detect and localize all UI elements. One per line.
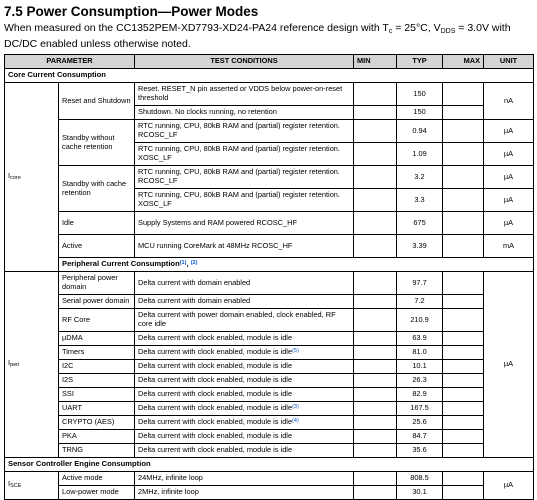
table-row <box>5 120 534 143</box>
max-cell <box>443 444 484 458</box>
cond-peripheral <box>135 272 354 295</box>
unit-reset: nA <box>484 83 534 120</box>
cond-sbc-xosc: RTC running, CPU, 80kB RAM and (partial) register retention. XOSC_LF <box>135 189 354 212</box>
min-cell <box>354 295 397 309</box>
cond-peripheral-text: Delta current with domain enabled <box>138 296 251 306</box>
typ-peripheral: 7.2 <box>397 295 443 309</box>
header-row <box>5 55 534 69</box>
typ-peripheral: 10.1 <box>397 360 443 374</box>
intro-text <box>4 22 533 51</box>
typ-peripheral: 82.9 <box>397 388 443 402</box>
section-row-sce <box>5 458 534 472</box>
cond-peripheral-text: Delta current with clock enabled, module is idle <box>138 333 293 343</box>
table-row <box>5 332 534 346</box>
max-cell <box>443 295 484 309</box>
cond-sbnc-rcosc: RTC running, CPU, 80kB RAM and (partial) register retention. RCOSC_LF <box>135 120 354 143</box>
cond-peripheral-text: Delta current with clock enabled, module is idle <box>138 417 293 427</box>
col-max: MAX <box>443 55 484 69</box>
unit-sce: µA <box>484 472 534 500</box>
max-cell <box>443 402 484 416</box>
intro-sub-c: c <box>388 28 393 35</box>
max-cell <box>443 106 484 120</box>
param-peripheral-name: CRYPTO (AES) <box>59 416 135 430</box>
cond-sbnc-xosc: RTC running, CPU, 80kB RAM and (partial) register retention. XOSC_LF <box>135 143 354 166</box>
col-unit: UNIT <box>484 55 534 69</box>
max-cell <box>443 430 484 444</box>
typ-peripheral: 26.3 <box>397 374 443 388</box>
param-peripheral-name: TRNG <box>59 444 135 458</box>
footnote-link-1[interactable]: (1) <box>179 260 187 267</box>
typ-sbnc-rcosc: 0.94 <box>397 120 443 143</box>
max-cell <box>443 120 484 143</box>
table-row <box>5 430 534 444</box>
table-row <box>5 472 534 486</box>
symbol-iperi <box>5 272 59 458</box>
max-cell <box>443 486 484 500</box>
param-idle: Idle <box>59 212 135 235</box>
min-cell <box>354 332 397 346</box>
table-row <box>5 374 534 388</box>
cond-sce-active: 24MHz, infinite loop <box>135 472 354 486</box>
table-row <box>5 166 534 189</box>
cond-peripheral-text: Delta current with clock enabled, module is idle <box>138 403 293 413</box>
cond-peripheral <box>135 360 354 374</box>
footnote-link[interactable]: (5) <box>292 348 299 355</box>
cond-peripheral-text: Delta current with clock enabled, module is idle <box>138 431 293 441</box>
param-peripheral-name: Timers <box>59 346 135 360</box>
cond-peripheral <box>135 374 354 388</box>
cond-idle: Supply Systems and RAM powered RCOSC_HF <box>135 212 354 235</box>
max-cell <box>443 360 484 374</box>
cond-peripheral <box>135 388 354 402</box>
symbol-iperi-sub: peri <box>10 362 20 369</box>
section-heading: 7.5 Power Consumption—Power Modes <box>4 4 259 19</box>
max-cell <box>443 235 484 258</box>
min-cell <box>354 388 397 402</box>
typ-sbc-rcosc: 3.2 <box>397 166 443 189</box>
col-parameter: PARAMETER <box>5 55 135 69</box>
footnote-separator: , <box>186 259 191 269</box>
intro-part2: = 25°C, V <box>392 22 441 34</box>
table-row <box>5 295 534 309</box>
symbol-isce-base: I <box>8 479 11 489</box>
unit-sbc-rcosc: µA <box>484 166 534 189</box>
unit-idle: µA <box>484 212 534 235</box>
cond-reset: Reset. RESET_N pin asserted or VDDS below power-on-reset threshold <box>135 83 354 106</box>
unit-peripheral: µA <box>484 272 534 458</box>
unit-active: mA <box>484 235 534 258</box>
table-row <box>5 360 534 374</box>
max-cell <box>443 416 484 430</box>
min-cell <box>354 272 397 295</box>
unit-sbnc-rcosc: µA <box>484 120 534 143</box>
cond-peripheral-text: Delta current with clock enabled, module is idle <box>138 361 293 371</box>
min-cell <box>354 360 397 374</box>
cond-peripheral <box>135 444 354 458</box>
param-reset-shutdown: Reset and Shutdown <box>59 83 135 120</box>
min-cell <box>354 444 397 458</box>
intro-part3: = 3.0V with DC/DC enabled unless otherwise noted. <box>4 22 511 50</box>
max-cell <box>443 212 484 235</box>
peripheral-rows <box>5 272 534 458</box>
min-cell <box>354 374 397 388</box>
min-cell <box>354 416 397 430</box>
table-row <box>5 212 534 235</box>
min-cell <box>354 120 397 143</box>
max-cell <box>443 189 484 212</box>
cond-peripheral <box>135 346 354 360</box>
min-cell <box>354 402 397 416</box>
section-row-core <box>5 69 534 83</box>
unit-sbnc-xosc: µA <box>484 143 534 166</box>
min-cell <box>354 106 397 120</box>
typ-shutdown: 150 <box>397 106 443 120</box>
table-row <box>5 272 534 295</box>
param-sce-lowpower: Low-power mode <box>59 486 135 500</box>
max-cell <box>443 472 484 486</box>
cond-peripheral-text: Delta current with power domain enabled, clock enabled, RF core idle <box>138 310 336 328</box>
param-peripheral-name: SSI <box>59 388 135 402</box>
param-standby-no-cache: Standby without cache retention <box>59 120 135 166</box>
section-row-peripheral <box>5 258 534 272</box>
table-row <box>5 346 534 360</box>
cond-peripheral-text: Delta current with clock enabled, module is idle <box>138 347 293 357</box>
param-peripheral-name: PKA <box>59 430 135 444</box>
cond-active: MCU running CoreMark at 48MHz RCOSC_HF <box>135 235 354 258</box>
cond-peripheral <box>135 309 354 332</box>
min-cell <box>354 309 397 332</box>
typ-sbc-xosc: 3.3 <box>397 189 443 212</box>
footnote-link[interactable]: (3) <box>292 404 299 411</box>
typ-peripheral: 63.9 <box>397 332 443 346</box>
typ-sce-lowpower: 30.1 <box>397 486 443 500</box>
col-typ: TYP <box>397 55 443 69</box>
table-row <box>5 388 534 402</box>
cond-peripheral <box>135 402 354 416</box>
section-title-sce: Sensor Controller Engine Consumption <box>5 458 534 472</box>
symbol-icore <box>5 83 59 272</box>
max-cell <box>443 272 484 295</box>
min-cell <box>354 486 397 500</box>
unit-sbc-xosc: µA <box>484 189 534 212</box>
param-standby-cache: Standby with cache retention <box>59 166 135 212</box>
max-cell <box>443 374 484 388</box>
typ-peripheral: 81.0 <box>397 346 443 360</box>
footnote-link[interactable]: (4) <box>292 418 299 425</box>
symbol-iperi-base: I <box>8 358 11 368</box>
typ-active: 3.39 <box>397 235 443 258</box>
typ-peripheral: 167.5 <box>397 402 443 416</box>
param-peripheral-name: µDMA <box>59 332 135 346</box>
footnote-link-2[interactable]: (2) <box>190 260 198 267</box>
intro-part1: When measured on the CC1352PEM-XD7793-XD24-PA24 reference design with T <box>4 22 389 34</box>
typ-peripheral: 97.7 <box>397 272 443 295</box>
param-peripheral-name: Serial power domain <box>59 295 135 309</box>
max-cell <box>443 388 484 402</box>
typ-peripheral: 25.6 <box>397 416 443 430</box>
param-peripheral-name: Peripheral power domain <box>59 272 135 295</box>
section-title-core: Core Current Consumption <box>5 69 534 83</box>
typ-peripheral: 84.7 <box>397 430 443 444</box>
symbol-isce-sub: SCE <box>10 483 22 490</box>
max-cell <box>443 309 484 332</box>
typ-peripheral: 35.6 <box>397 444 443 458</box>
intro-sub-dds: DDS <box>440 28 456 35</box>
col-min: MIN <box>354 55 397 69</box>
cond-peripheral-text: Delta current with clock enabled, module is idle <box>138 389 293 399</box>
param-peripheral-name: I2C <box>59 360 135 374</box>
table-row <box>5 235 534 258</box>
table-row <box>5 444 534 458</box>
symbol-isce <box>5 472 59 500</box>
table-row <box>5 83 534 106</box>
param-active: Active <box>59 235 135 258</box>
table-row <box>5 416 534 430</box>
cond-peripheral <box>135 430 354 444</box>
max-cell <box>443 346 484 360</box>
table-row <box>5 402 534 416</box>
typ-idle: 675 <box>397 212 443 235</box>
param-peripheral-name: RF Core <box>59 309 135 332</box>
typ-sbnc-xosc: 1.09 <box>397 143 443 166</box>
cond-peripheral <box>135 416 354 430</box>
min-cell <box>354 235 397 258</box>
cond-peripheral <box>135 332 354 346</box>
param-peripheral-name: I2S <box>59 374 135 388</box>
min-cell <box>354 83 397 106</box>
typ-sce-active: 808.5 <box>397 472 443 486</box>
param-peripheral-name: UART <box>59 402 135 416</box>
cond-sbc-rcosc: RTC running, CPU, 80kB RAM and (partial) register retention. RCOSC_LF <box>135 166 354 189</box>
min-cell <box>354 189 397 212</box>
section-title-peripheral <box>59 258 534 272</box>
cond-peripheral-text: Delta current with clock enabled, module is idle <box>138 445 293 455</box>
max-cell <box>443 332 484 346</box>
table-row <box>5 309 534 332</box>
typ-peripheral: 210.9 <box>397 309 443 332</box>
max-cell <box>443 83 484 106</box>
cond-peripheral <box>135 295 354 309</box>
cond-sce-lowpower: 2MHz, infinite loop <box>135 486 354 500</box>
typ-reset: 150 <box>397 83 443 106</box>
col-test-conditions: TEST CONDITIONS <box>135 55 354 69</box>
cond-peripheral-text: Delta current with clock enabled, module is idle <box>138 375 293 385</box>
cond-shutdown: Shutdown. No clocks running, no retention <box>135 106 354 120</box>
min-cell <box>354 472 397 486</box>
min-cell <box>354 166 397 189</box>
min-cell <box>354 346 397 360</box>
table-row <box>5 486 534 500</box>
peripheral-title-text: Peripheral Current Consumption <box>62 259 180 269</box>
param-sce-active: Active mode <box>59 472 135 486</box>
min-cell <box>354 430 397 444</box>
max-cell <box>443 166 484 189</box>
max-cell <box>443 143 484 166</box>
min-cell <box>354 143 397 166</box>
symbol-icore-base: I <box>8 170 11 180</box>
power-modes-table <box>4 54 534 500</box>
symbol-icore-sub: core <box>10 174 21 181</box>
min-cell <box>354 212 397 235</box>
cond-peripheral-text: Delta current with domain enabled <box>138 277 251 287</box>
